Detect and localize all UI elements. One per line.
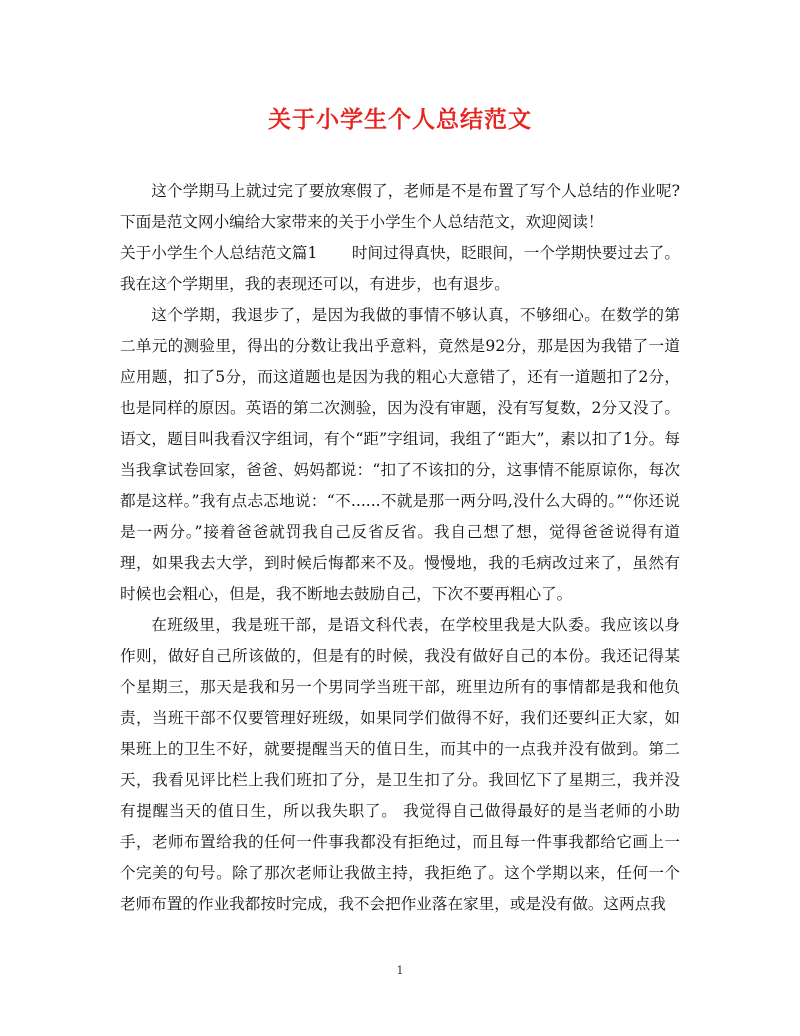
section-paragraph [120, 238, 680, 300]
body-paragraph-3: 在班级里，我是班干部，是语文科代表，在学校里我是大队委。我应该以身作则，做好自己所该做的，但是有的时候，我没有做好自己的本份。我还记得某个星期三，那天是我和另一个男同学当班干部，班里边所有的事情都是我和他负责，当班干部不仅要管理好班级，如果同学们做得不好，我们还要纠正大家，如果班上的卫生不好，就要提醒当天的值日生，而其中的一点我并没有做到。第二天，我看见评比栏上我们班扣了分，是卫生扣了分。我回忆下了星期三，我并没有提醒当天的值日生，所以我失职了。 我觉得自己做得最好的是当老师的小助手，老师布置给我的任何一件事我都没有拒绝过，而且每一件事我都给它画上一个完美的句号。除了那次老师让我做主持，我拒绝了。这个学期以来，任何一个老师布置的作业我都按时完成，我不会把作业落在家里，或是没有做。这两点我 [120, 616, 680, 913]
page-number: 1 [396, 964, 404, 977]
body-paragraph-2: 这个学期，我退步了，是因为我做的事情不够认真，不够细心。在数学的第二单元的测验里，得出的分数让我出乎意料，竟然是92分，那是因为我错了一道应用题，扣了5分，而这道题也是因为我的粗心大意错了，还有一道题扣了2分，也是同样的原因。英语的第二次测验，因为没有审题，没有写复数，2分又没了。语文，题目叫我看汉字组词，有个“距”字组词，我组了“距大”，素以扣了1分。每当我拿试卷回家，爸爸、妈妈都说：“扣了不该扣的分，这事情不能原谅你，每次都是这样。”我有点忐忑地说：“不......不就是那一两分吗,没什么大碍的。”“你还说是一两分。”接着爸爸就罚我自己反省反省。我自己想了想，觉得爸爸说得有道理，如果我去大学，到时候后悔都来不及。慢慢地，我的毛病改过来了，虽然有时候也会粗心，但是，我不断地去鼓励自己，下次不要再粗心了。 [120, 306, 680, 603]
intro-paragraph: 这个学期马上就过完了要放寒假了，老师是不是布置了写个人总结的作业呢?下面是范文网小编给大家带来的关于小学生个人总结范文，欢迎阅读！ [120, 182, 680, 231]
section-heading: 关于小学生个人总结范文篇1 [120, 244, 318, 262]
section-first-line: 时间过得真快，眨眼间，一个学期快要过去了。我在这个学期里，我的表现还可以，有进步，也有退步。 [120, 244, 680, 293]
document-title: 关于小学生个人总结范文 [268, 106, 532, 133]
document-body [120, 176, 680, 920]
